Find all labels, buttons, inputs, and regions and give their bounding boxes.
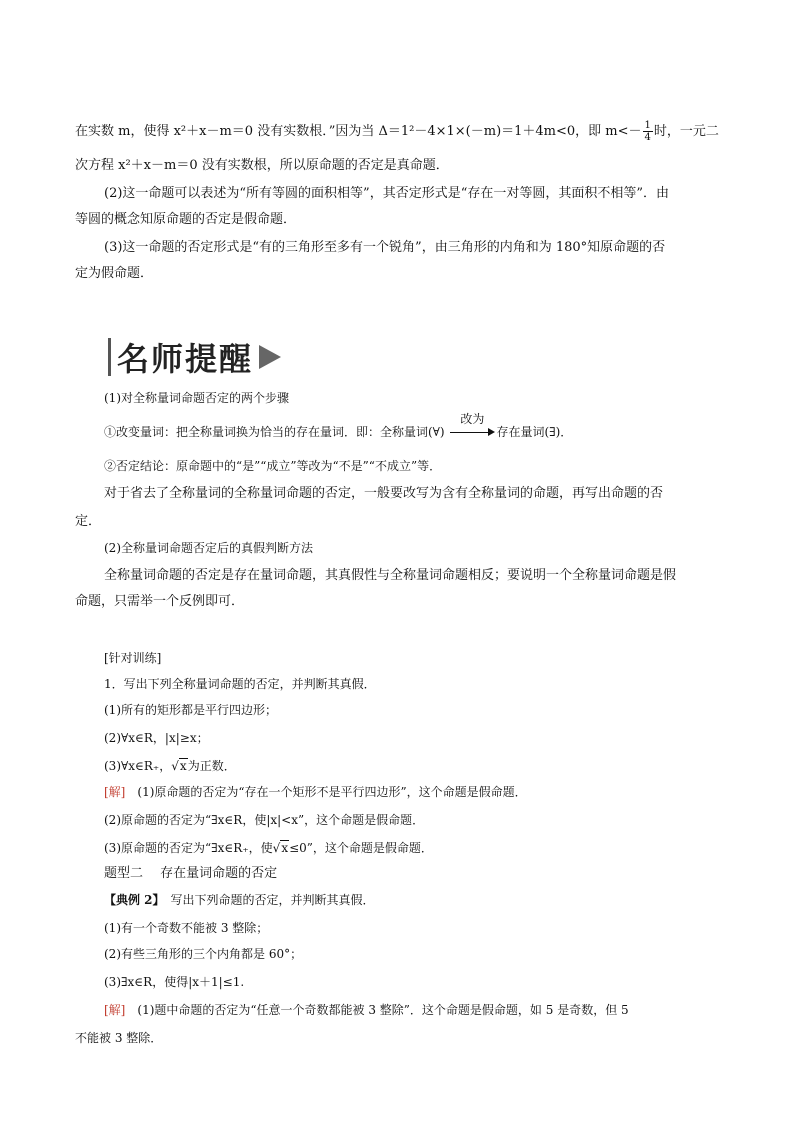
tips-step-1-text: ①改变量词：把全称量词换为恰当的存在量词．即：全称量词(∀) xyxy=(104,425,445,439)
example-text: 写出下列命题的否定，并判断其真假． xyxy=(170,893,375,907)
tips-step-2: ②否定结论：原命题中的“是”“成立”等改为“不是”“不成立”等． xyxy=(104,459,442,473)
training-question: 1．写出下列全称量词命题的否定，并判断其真假． xyxy=(104,677,376,691)
tips-para-line2: 定． xyxy=(75,514,102,529)
training-item-3: (3)∀x∈R₊，√x为正数． xyxy=(104,759,236,773)
example-answer-text: (1)题中命题的否定为“任意一个奇数都能被 3 整除”．这个命题是假命题，如 5 是奇数，但 5 xyxy=(137,1003,629,1017)
tips-step-1-result: 存在量词(∃)． xyxy=(496,425,573,439)
para1-line1 xyxy=(75,120,725,143)
training-answer-1 xyxy=(104,782,754,802)
tips-heading-1: (1)对全称量词命题否定的两个步骤 xyxy=(104,391,289,405)
example-label: 【典例 2】 xyxy=(104,893,159,907)
sqrt-radicand: x xyxy=(179,759,187,773)
tips-para-line1: 对于省去了全称量词的全称量词命题的否定，一般要改写为含有全称量词的命题，再写出命题的否 xyxy=(104,486,664,501)
example-answer-line2: 不能被 3 整除． xyxy=(75,1031,163,1045)
para3-line1: (3)这一命题的否定形式是“有的三角形至多有一个锐角”，由三角形的内角和为 180°知原命题的否 xyxy=(104,240,666,255)
para2-line2: 等圆的概念知原命题的否定是假命题． xyxy=(75,212,297,227)
solution-label: [解] xyxy=(104,1003,126,1017)
training-item-1: (1)所有的矩形都是平行四边形； xyxy=(104,703,277,717)
training-item-2: (2)∀x∈R，|x|≥x； xyxy=(104,731,209,745)
banner-title: 名师提醒 xyxy=(117,340,254,378)
arrow-label: 改为 xyxy=(460,412,485,426)
sqrt-radicand: x xyxy=(281,841,289,855)
para2-line1: (2)这一命题可以表述为“所有等圆的面积相等”，其否定形式是“存在一对等圆，其面积不相等”．由 xyxy=(104,186,669,201)
fraction-one-quarter xyxy=(643,120,653,143)
training-item-3-b: 为正数． xyxy=(187,759,236,773)
training-answer-1-text: (1)原命题的否定为“存在一个矩形不是平行四边形”，这个命题是假命题． xyxy=(137,785,527,799)
para1-text-b: 时，一元二 xyxy=(653,124,719,139)
solution-label: [解] xyxy=(104,785,126,799)
fraction-denominator: 4 xyxy=(644,132,651,143)
para1-text-a: 在实数 m，使得 x²＋x－m＝0 没有实数根．”因为当 Δ＝1²－4×1×(－m)＝1＋4m<0，即 m<－ xyxy=(75,124,642,139)
right-arrow-icon xyxy=(448,412,496,442)
training-item-3-a: (3)∀x∈R₊， xyxy=(104,759,172,773)
example-item-2: (2)有些三角形的三个内角都是 60°； xyxy=(104,947,303,961)
fraction-numerator: 1 xyxy=(644,120,651,131)
tips-banner xyxy=(108,336,281,378)
training-answer-3-a: (3)原命题的否定为“∃x∈R₊，使 xyxy=(104,841,273,855)
example-item-1: (1)有一个奇数不能被 3 整除； xyxy=(104,921,269,935)
banner-bar xyxy=(108,338,111,376)
training-answer-3: (3)原命题的否定为“∃x∈R₊，使√x≤0”，这个命题是假命题． xyxy=(104,841,433,855)
training-answer-3-b: ≤0”，这个命题是假命题． xyxy=(289,841,433,855)
example-answer-line1 xyxy=(104,1000,754,1020)
tips-step-1 xyxy=(104,412,754,442)
triangle-arrow-icon xyxy=(259,345,281,369)
tips-para2-line1: 全称量词命题的否定是存在量词命题，其真假性与全称量词命题相反；要说明一个全称量词命题是假 xyxy=(104,568,677,583)
para1-line2: 次方程 x²＋x－m＝0 没有实数根，所以原命题的否定是真命题． xyxy=(75,158,449,173)
example-2 xyxy=(104,890,754,910)
example-item-3: (3)∃x∈R，使得|x＋1|≤1. xyxy=(104,975,245,989)
training-answer-2: (2)原命题的否定为“∃x∈R，使|x|<x”，这个命题是假命题． xyxy=(104,813,425,827)
section-title: 题型二 存在量词命题的否定 xyxy=(104,866,278,881)
training-header: [针对训练] xyxy=(104,651,162,665)
tips-heading-2: (2)全称量词命题否定后的真假判断方法 xyxy=(104,541,313,555)
tips-para2-line2: 命题，只需举一个反例即可． xyxy=(75,594,245,609)
para3-line2: 定为假命题． xyxy=(75,266,154,281)
